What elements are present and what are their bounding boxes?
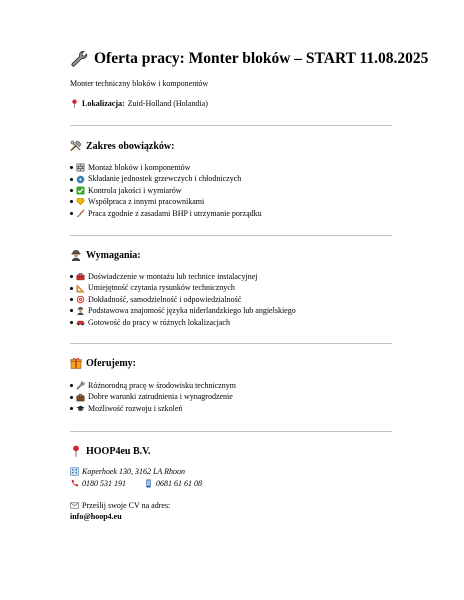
divider	[70, 235, 392, 236]
bullet-dot	[70, 178, 73, 181]
list-item: Współpraca z innymi pracownikami	[70, 196, 262, 207]
ruler-triangle-icon	[76, 284, 85, 293]
offer-list	[70, 380, 236, 414]
bullet-dot	[70, 396, 73, 399]
envelope-icon	[70, 501, 79, 510]
bullet-dot	[70, 275, 73, 278]
location-value: Zuid-Holland (Holandia)	[127, 99, 208, 108]
bullet-dot	[70, 407, 73, 410]
bullet-dot	[70, 166, 73, 169]
list-item: Montaż bloków i komponentów	[70, 162, 262, 173]
email-address[interactable]: info@hoop4.eu	[70, 512, 122, 521]
phone-line	[70, 479, 220, 488]
list-item: Doświadczenie w montażu lub technice instalacyjnej	[70, 271, 296, 282]
location-label: Lokalizacja:	[82, 99, 125, 108]
bullet-dot	[70, 309, 73, 312]
page-title: Oferta pracy: Monter bloków – START 11.08.2025	[94, 50, 429, 67]
building-icon	[70, 467, 79, 476]
requirements-heading: Wymagania:	[70, 249, 141, 261]
bullet-dot	[70, 384, 73, 387]
duties-heading: Zakres obowiązków:	[70, 140, 174, 152]
wrench-icon	[76, 381, 85, 390]
list-item: Podstawowa znajomość języka niderlandzkiego lub angielskiego	[70, 305, 296, 316]
bullet-dot	[70, 321, 73, 324]
pin-icon	[70, 445, 82, 457]
tools-icon	[70, 140, 82, 152]
gift-icon	[70, 357, 82, 369]
list-item: Dobre warunki zatrudnienia i wynagrodzenie	[70, 391, 236, 402]
bricks-icon	[76, 163, 85, 172]
bullet-dot	[70, 287, 73, 290]
title-row	[70, 50, 429, 68]
company-name: HOOP4eu B.V.	[70, 445, 151, 457]
list-item: Kontrola jakości i wymiarów	[70, 185, 262, 196]
list-item: Dokładność, samodzielność i odpowiedzialność	[70, 294, 296, 305]
toolbox-icon	[76, 272, 85, 281]
cv-instruction: Prześlij swoje CV na adres:	[70, 501, 170, 510]
divider	[70, 431, 392, 432]
job-subtitle: Monter techniczny bloków i komponentów	[70, 79, 209, 88]
list-item: Składanie jednostek grzewczych i chłodniczych	[70, 173, 262, 184]
list-item: Możliwość rozwoju i szkoleń	[70, 403, 236, 414]
graduation-cap-icon	[76, 404, 85, 413]
requirements-list	[70, 271, 296, 328]
bullet-dot	[70, 298, 73, 301]
duties-list	[70, 162, 262, 219]
telephone-icon	[70, 479, 79, 488]
briefcase-icon	[76, 393, 85, 402]
pin-icon	[70, 99, 79, 108]
target-icon	[76, 295, 85, 304]
bullet-dot	[70, 212, 73, 215]
person-icon	[70, 249, 82, 261]
bullet-dot	[70, 189, 73, 192]
divider	[70, 343, 392, 344]
offer-heading: Oferujemy:	[70, 357, 136, 369]
list-item: Umiejętność czytania rysunków technicznych	[70, 282, 296, 293]
mobile-phone-icon	[144, 479, 153, 488]
bullet-dot	[70, 200, 73, 203]
car-icon	[76, 318, 85, 327]
worker-icon	[76, 306, 85, 315]
mobile-number[interactable]: 0681 61 61 08	[156, 479, 202, 488]
list-item: Gotowość do pracy w różnych lokalizacjach	[70, 317, 296, 328]
location-line	[70, 99, 208, 108]
address-line: Koperhoek 130, 3162 LA Rhoon	[70, 467, 185, 476]
wrench-icon	[70, 50, 88, 68]
list-item: Różnorodną pracę w środowisku technicznym	[70, 380, 236, 391]
check-mark-icon	[76, 186, 85, 195]
gear-icon	[76, 175, 85, 184]
phone-number[interactable]: 0180 531 191	[82, 479, 126, 488]
divider	[70, 125, 392, 126]
paintbrush-icon	[76, 209, 85, 218]
heart-icon	[76, 197, 85, 206]
list-item: Praca zgodnie z zasadami BHP i utrzymanie porządku	[70, 208, 262, 219]
mobile	[144, 479, 202, 488]
landline	[70, 479, 126, 488]
